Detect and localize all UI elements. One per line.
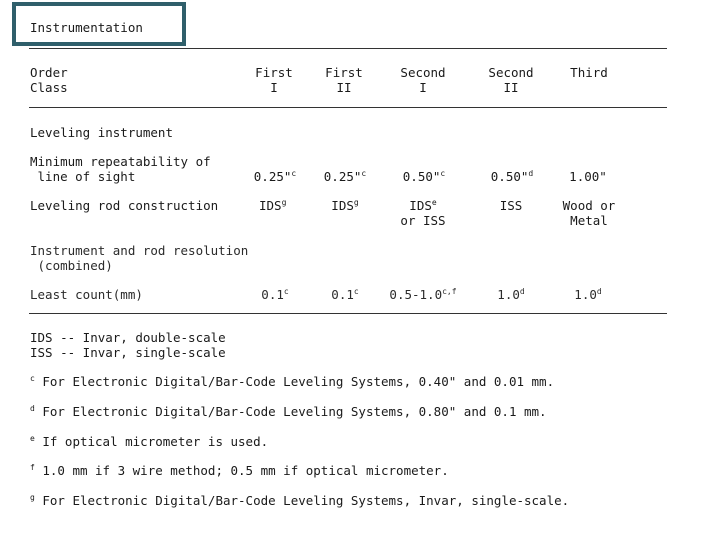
header-class-label: Class bbox=[30, 80, 68, 95]
min-repeatability-label-1: Minimum repeatability of bbox=[30, 154, 211, 169]
page-title: Instrumentation bbox=[30, 20, 143, 35]
resolution-label-2: (combined) bbox=[30, 258, 113, 273]
least-count-label: Least count(mm) bbox=[30, 287, 143, 302]
footnote-iss: ISS -- Invar, single-scale bbox=[30, 345, 226, 360]
min-repeat-col-5: 1.00" bbox=[569, 169, 607, 184]
footnote-c: $^c$ For Electronic Digital/Bar-Code Leveling Systems, 0.40" and 0.01 mm. bbox=[30, 374, 555, 389]
col-2-order: First bbox=[325, 65, 363, 80]
header-rule bbox=[29, 107, 667, 108]
rod-col-2: IDS$^g$ bbox=[331, 198, 359, 213]
rod-col-3-line-1: IDS$^e$ bbox=[409, 198, 437, 213]
min-repeat-col-4: 0.50"$^d$ bbox=[490, 169, 534, 184]
bottom-rule bbox=[29, 313, 667, 314]
rod-col-4: ISS bbox=[499, 198, 523, 213]
col-1-order: First bbox=[255, 65, 293, 80]
rod-construction-label: Leveling rod construction bbox=[30, 198, 219, 213]
rod-col-3-line-2: or ISS bbox=[400, 213, 446, 228]
least-col-2: 0.1$^c$ bbox=[331, 287, 359, 302]
footnote-ids: IDS -- Invar, double-scale bbox=[30, 330, 226, 345]
footnote-f: $^f$ 1.0 mm if 3 wire method; 0.5 mm if optical micrometer. bbox=[30, 463, 449, 478]
least-col-3: 0.5-1.0$^{c,f}$ bbox=[389, 287, 457, 302]
col-4-order: Second bbox=[488, 65, 534, 80]
header-order-label: Order bbox=[30, 65, 68, 80]
min-repeatability-label-2: line of sight bbox=[30, 169, 136, 184]
min-repeat-col-2: 0.25"$^c$ bbox=[323, 169, 367, 184]
least-col-1: 0.1$^c$ bbox=[261, 287, 289, 302]
section-leveling-instrument: Leveling instrument bbox=[30, 125, 173, 140]
rod-col-1: IDS$^g$ bbox=[259, 198, 287, 213]
col-5-order: Third bbox=[570, 65, 608, 80]
footnote-e: $^e$ If optical micrometer is used. bbox=[30, 434, 269, 449]
rod-col-5-line-1: Wood or bbox=[562, 198, 616, 213]
col-1-class: I bbox=[270, 80, 278, 95]
col-2-class: II bbox=[336, 80, 352, 95]
min-repeat-col-3: 0.50"$^c$ bbox=[402, 169, 446, 184]
col-3-order: Second bbox=[400, 65, 446, 80]
least-col-4: 1.0$^d$ bbox=[497, 287, 525, 302]
top-rule bbox=[29, 48, 667, 49]
min-repeat-col-1: 0.25"$^c$ bbox=[253, 169, 297, 184]
resolution-label-1: Instrument and rod resolution bbox=[30, 243, 249, 258]
rod-col-5-line-2: Metal bbox=[570, 213, 608, 228]
least-col-5: 1.0$^d$ bbox=[574, 287, 602, 302]
col-3-class: I bbox=[419, 80, 427, 95]
col-4-class: II bbox=[503, 80, 519, 95]
footnote-g: $^g$ For Electronic Digital/Bar-Code Leveling Systems, Invar, single-scale. bbox=[30, 493, 570, 508]
footnote-d: $^d$ For Electronic Digital/Bar-Code Leveling Systems, 0.80" and 0.1 mm. bbox=[30, 404, 547, 419]
